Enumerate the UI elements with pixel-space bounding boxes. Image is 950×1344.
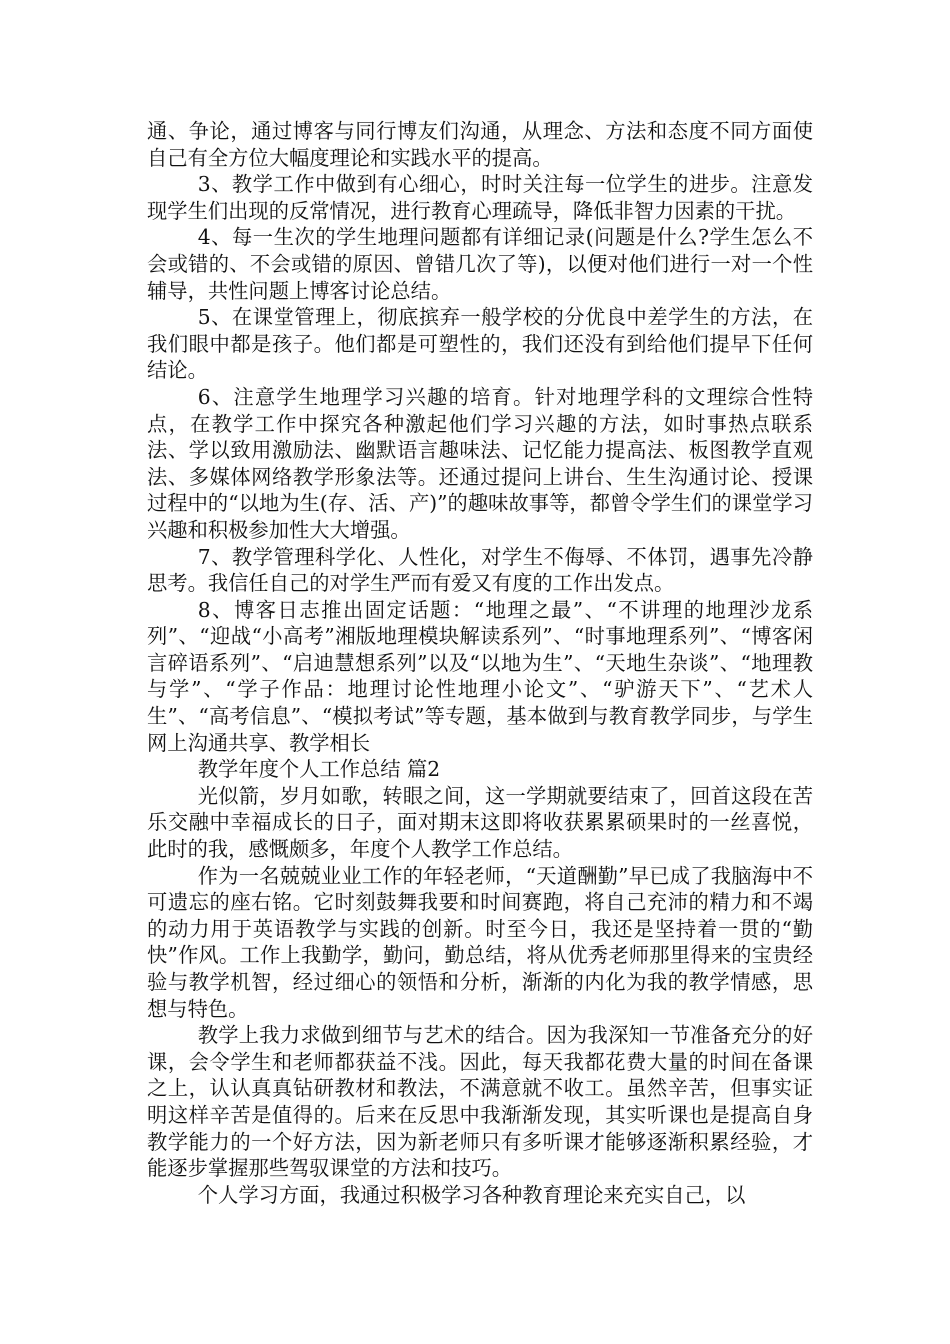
paragraph-item-3: 3、教学工作中做到有心细心，时时关注每一位学生的进步。注意发现学生们出现的反常情况，进行教育心理疏导，降低非智力因素的干扰。 (147, 172, 813, 223)
paragraph-item-5: 5、在课堂管理上，彻底摈弃一般学校的分优良中差学生的方法，在我们眼中都是孩子。他们都是可塑性的，我们还没有到给他们提早下任何结论。 (147, 305, 813, 383)
paragraph-item-4: 4、每一生次的学生地理问题都有详细记录(问题是什么?学生怎么不会或错的、不会或错的原因、曾错几次了等)，以便对他们进行一对一个性辅导，共性问题上博客讨论总结。 (147, 225, 813, 303)
document-page (147, 118, 813, 1208)
paragraph-item-7: 7、教学管理科学化、人性化，对学生不侮辱、不体罚，遇事先冷静思考。我信任自己的对学生严而有爱又有度的工作出发点。 (147, 544, 813, 596)
section-heading: 教学年度个人工作总结 篇2 (197, 757, 441, 782)
paragraph-teaching: 教学上我力求做到细节与艺术的结合。因为我深知一节准备充分的好课，会令学生和老师都获益不浅。因此，每天我都花费大量的时间在备课之上，认认真真钻研教材和教法，不满意就不收工。虽然辛苦，但事实证明这样辛苦是值得的。后来在反思中我渐渐发现，其实听课也是提高自身教学能力的一个好方法，因为新老师只有多听课才能够逐渐积累经验，才能逐步掌握那些驾驭课堂的方法和技巧。 (147, 1023, 813, 1181)
paragraph-opening: 光似箭，岁月如歌，转眼之间，这一学期就要结束了，回首这段在苦乐交融中幸福成长的日子，面对期末这即将收获累累硕果时的一丝喜悦，此时的我，感慨颇多，年度个人教学工作总结。 (147, 783, 813, 862)
paragraph-diligence: 作为一名兢兢业业工作的年轻老师，“天道酬勤”早已成了我脑海中不可遗忘的座右铭。它时刻鼓舞我要和时间赛跑，将自己充沛的精力和不竭的动力用于英语教学与实践的创新。时至今日，我还是坚持着一贯的“勤快”作风。工作上我勤学，勤问，勤总结，将从优秀老师那里得来的宝贵经验与教学机智，经过细心的领悟和分析，渐渐的内化为我的教学情感，思想与特色。 (147, 863, 813, 1021)
paragraph-item-8: 8、博客日志推出固定话题：“地理之最”、“不讲理的地理沙龙系列”、“迎战“小高考”湘版地理模块解读系列”、“时事地理系列”、“博客闲言碎语系列”、“启迪慧想系列”以及“以地为生”、“天地生杂谈”、“地理教与学”、“学子作品：地理讨论性地理小论文”、“驴游天下”、“艺术人生”、“高考信息”、“模拟考试”等专题，基本做到与教育教学同步，与学生网上沟通共享、教学相长 (147, 597, 813, 755)
paragraph-study: 个人学习方面，我通过积极学习各种教育理论来充实自己，以 (197, 1182, 746, 1207)
paragraph-continuation: 通、争论，通过博客与同行博友们沟通，从理念、方法和态度不同方面使自己有全方位大幅度理论和实践水平的提高。 (147, 119, 813, 170)
paragraph-item-6: 6、注意学生地理学习兴趣的培育。针对地理学科的文理综合性特点，在教学工作中探究各种激起他们学习兴趣的方法，如时事热点联系法、学以致用激励法、幽默语言趣味法、记忆能力提高法、板图教学直观法、多媒体网络教学形象法等。还通过提问上讲台、生生沟通讨论、授课过程中的“以地为生(存、活、产)”的趣味故事等，都曾令学生们的课堂学习兴趣和积极参加性大大增强。 (147, 384, 813, 542)
